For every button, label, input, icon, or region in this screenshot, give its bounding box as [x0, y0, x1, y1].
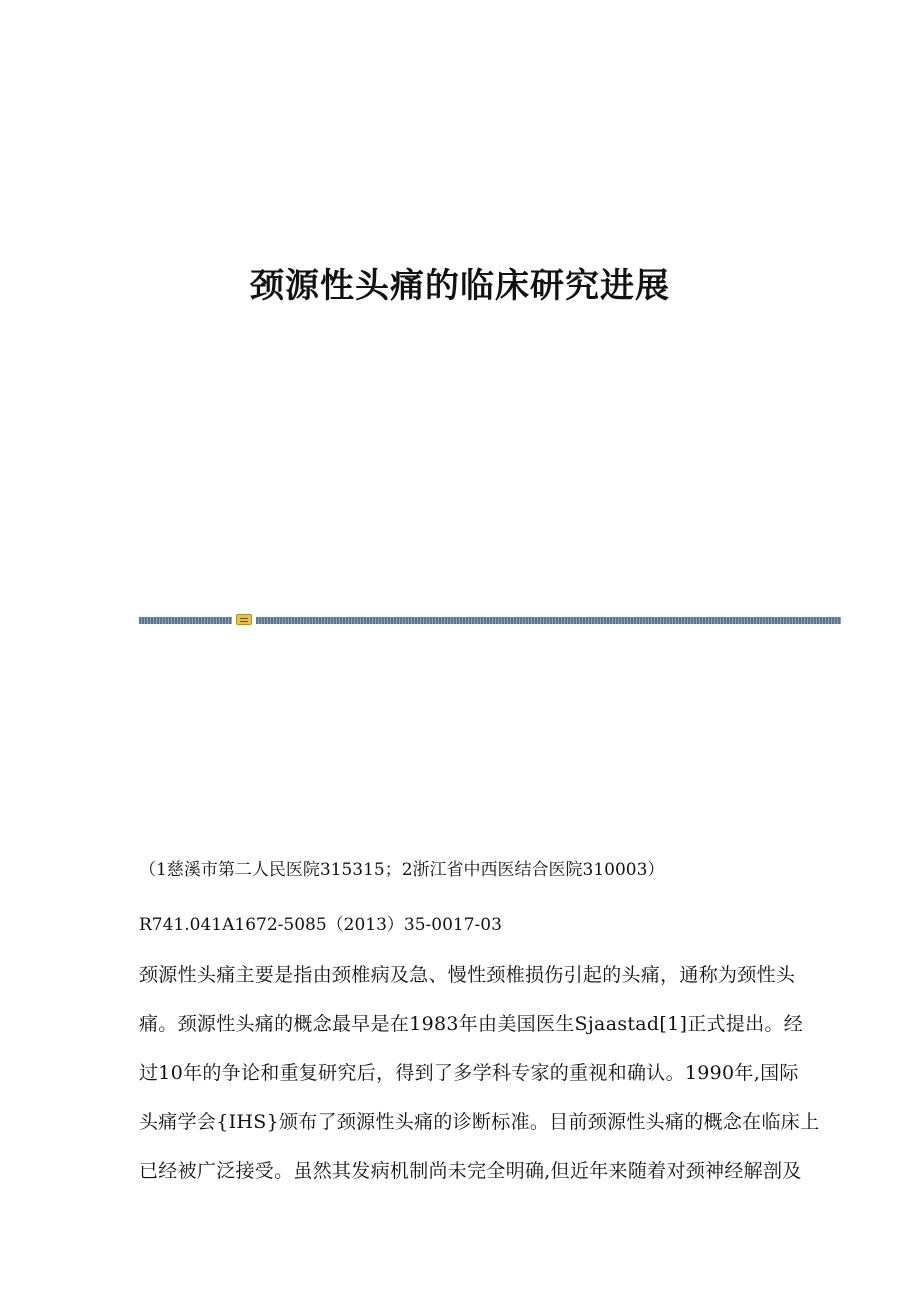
page-title: 颈源性头痛的临床研究进展 — [250, 266, 670, 306]
classification-code: R741.041A1672-5085（2013）35-0017-03 — [139, 915, 502, 935]
section-divider — [139, 614, 841, 626]
divider-bar-left — [139, 617, 232, 624]
pen-icon — [236, 614, 252, 625]
paragraph-line: 头痛学会{IHS}颁布了颈源性头痛的诊断标准。目前颈源性头痛的概念在临床上 — [139, 1111, 820, 1133]
paragraph-line: 已经被广泛接受。虽然其发病机制尚未完全明确,但近年来随着对颈神经解剖及 — [139, 1160, 802, 1182]
paragraph-line: 过10年的争论和重复研究后，得到了多学科专家的重视和确认。1990年,国际 — [139, 1062, 799, 1084]
paragraph-line: 痛。颈源性头痛的概念最早是在1983年由美国医生Sjaastad[1]正式提出。经 — [139, 1013, 804, 1035]
paragraph-line: 颈源性头痛主要是指由颈椎病及急、慢性颈椎损伤引起的头痛，通称为颈性头 — [139, 964, 796, 986]
divider-bar-right — [256, 617, 841, 624]
author-affiliation: （1慈溪市第二人民医院315315；2浙江省中西医结合医院310003） — [139, 860, 665, 880]
abstract-paragraph — [139, 962, 820, 1207]
